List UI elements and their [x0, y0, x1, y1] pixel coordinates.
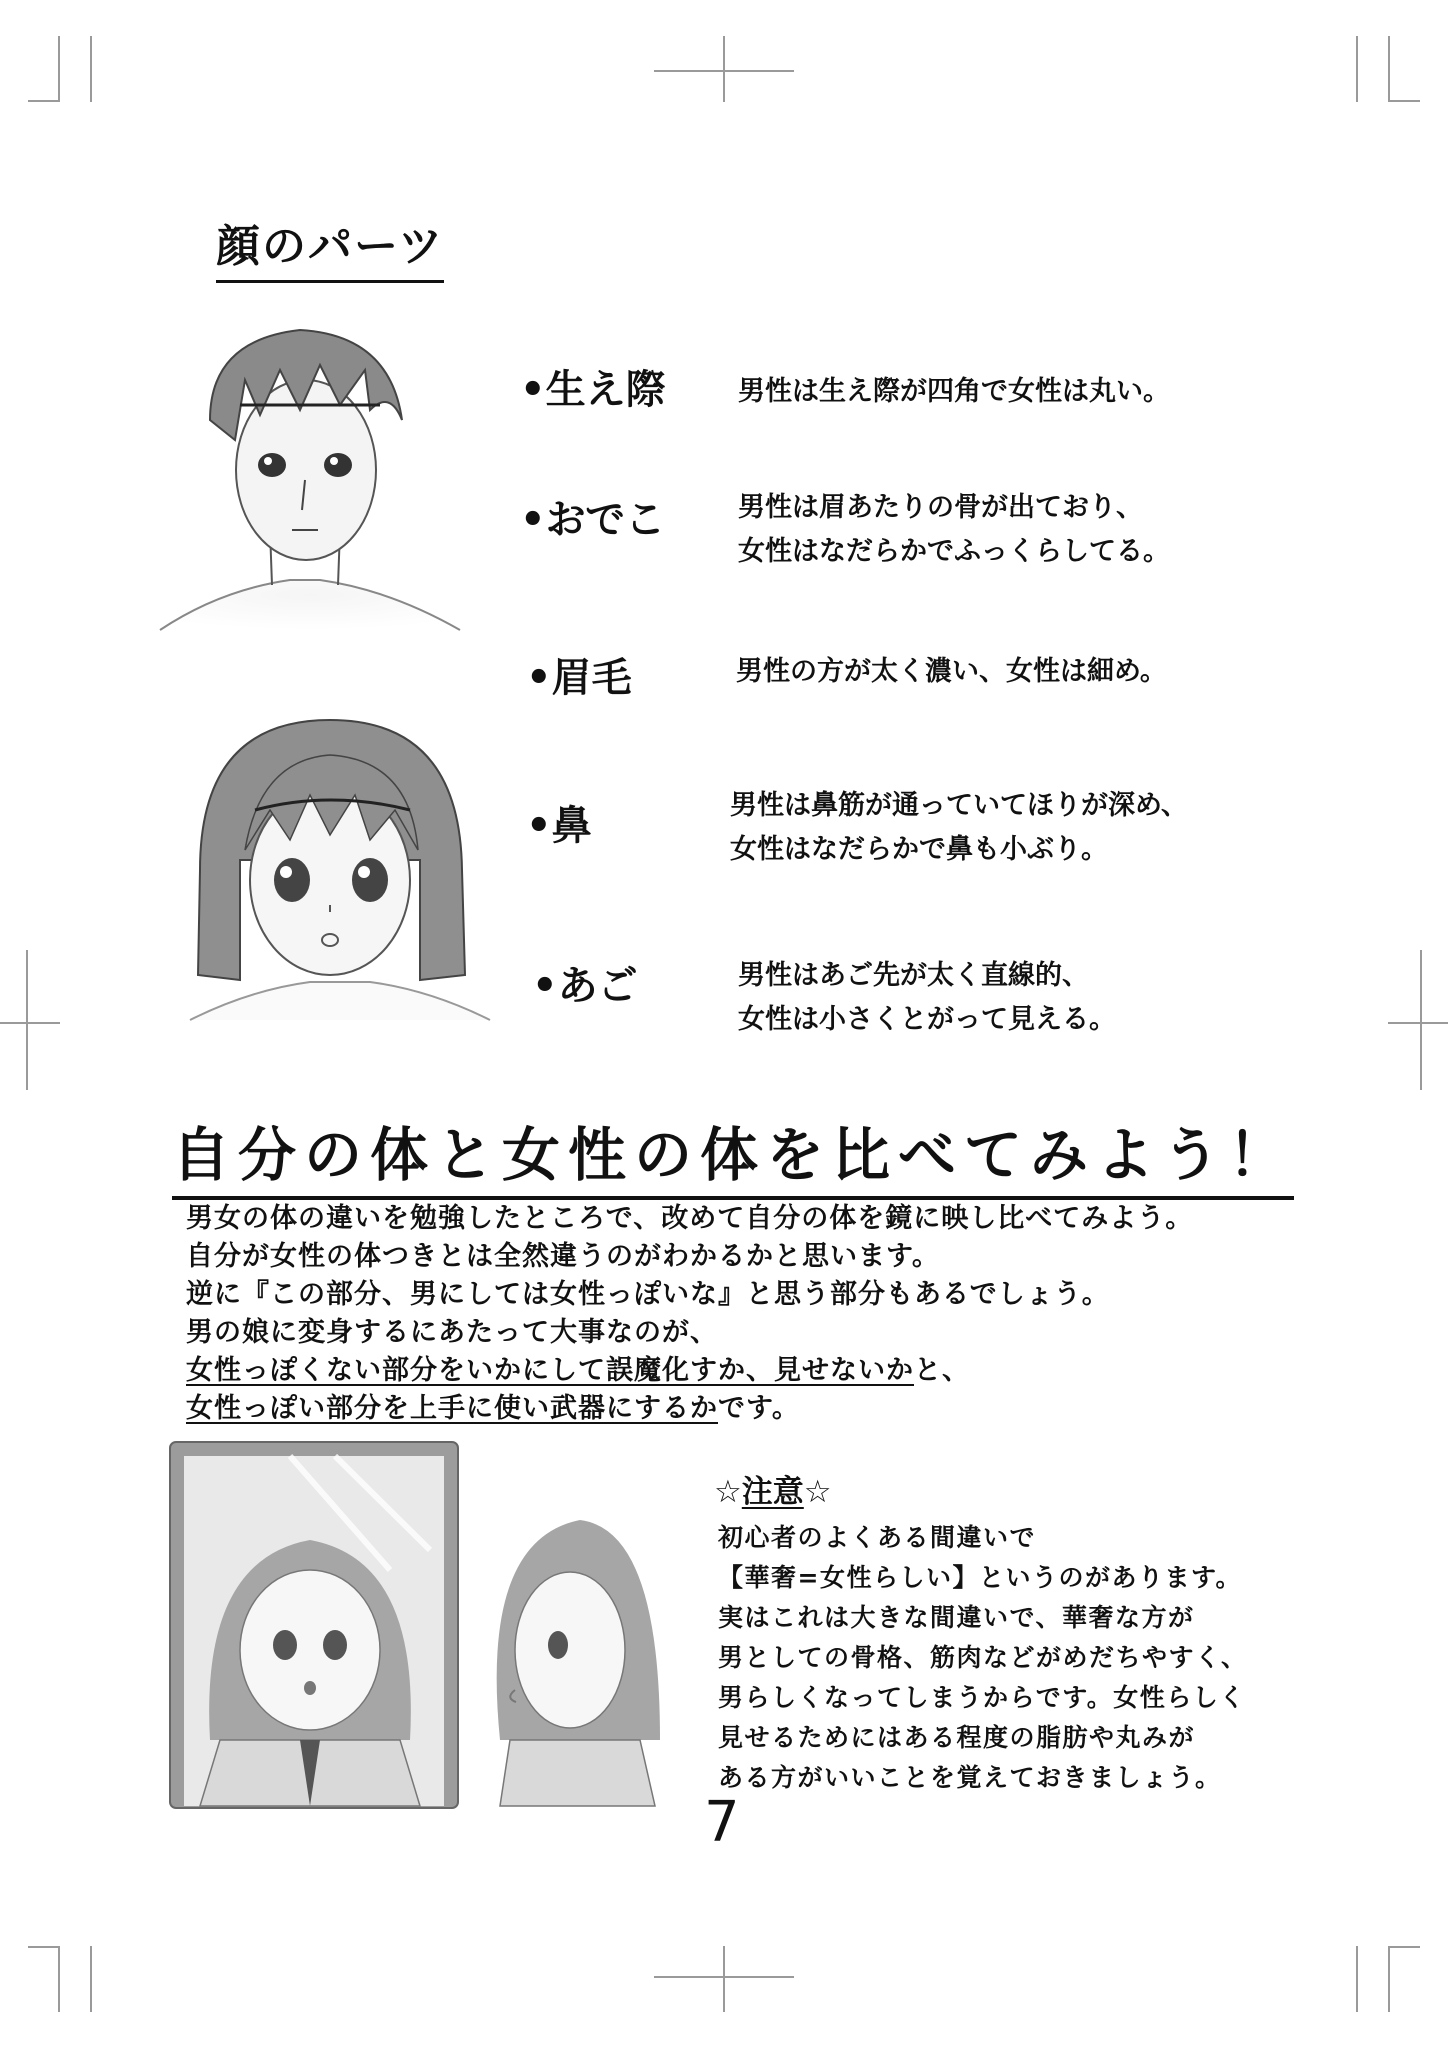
- part-desc-chin: 男性はあご先が太く直線的、 女性は小さくとがって見える。: [738, 960, 1116, 1035]
- part-desc-nose: 男性は鼻筋が通っていてほりが深め、 女性はなだらかで鼻も小ぶり。: [730, 790, 1188, 865]
- female-face-illustration: [180, 700, 500, 1030]
- male-face-illustration: [140, 310, 480, 650]
- part-label-chin: •あご: [532, 963, 638, 1009]
- part-desc-eyebrows: 男性の方が太く濃い、女性は細め。: [736, 656, 1167, 687]
- star-icon: ☆: [803, 1474, 832, 1510]
- star-icon: ☆: [714, 1474, 742, 1510]
- intro-paragraph: 男女の体の違いを勉強したところで、改めて自分の体を鏡に映し比べてみよう。 自分が女性の体つきとは全然違うのがわかるかと思います。 逆に『この部分、男にしては女性っぽいな』と思う部分もあるでしょう。 男の娘に変身するにあたって大事なのが、 女性っぽくない部分をいかにして誤魔化すか、見せないかと、 女性っぽい部分を上手に使い武器にするかです。: [186, 1203, 1194, 1424]
- section-title: 顔のパーツ: [216, 210, 444, 283]
- page-number: 7: [704, 1790, 740, 1855]
- notice-title: ☆注意☆: [714, 1474, 832, 1510]
- part-desc-hairline: 男性は生え際が四角で女性は丸い。: [738, 376, 1170, 407]
- part-label-forehead: •おでこ: [520, 497, 666, 543]
- compare-title: 自分の体と女性の体を比べてみよう！: [172, 1108, 1294, 1200]
- part-desc-forehead: 男性は眉あたりの骨が出ており、 女性はなだらかでふっくらしてる。: [738, 492, 1170, 567]
- part-label-hairline: •生え際: [520, 367, 666, 413]
- part-label-eyebrows: •眉毛: [526, 655, 632, 701]
- part-label-nose: •鼻: [526, 803, 592, 849]
- mirror-illustration: [160, 1440, 660, 1810]
- notice-body: 初心者のよくある間違いで 【華奢=女性らしい】というのがあります。 実はこれは大きな間違いで、華奢な方が 男としての骨格、筋肉などがめだちやすく、 男らしくなってしまうからです。女性らしく 見せるためにはある程度の脂肪や丸みが ある方がいいことを覚えておきましょう。: [718, 1523, 1248, 1792]
